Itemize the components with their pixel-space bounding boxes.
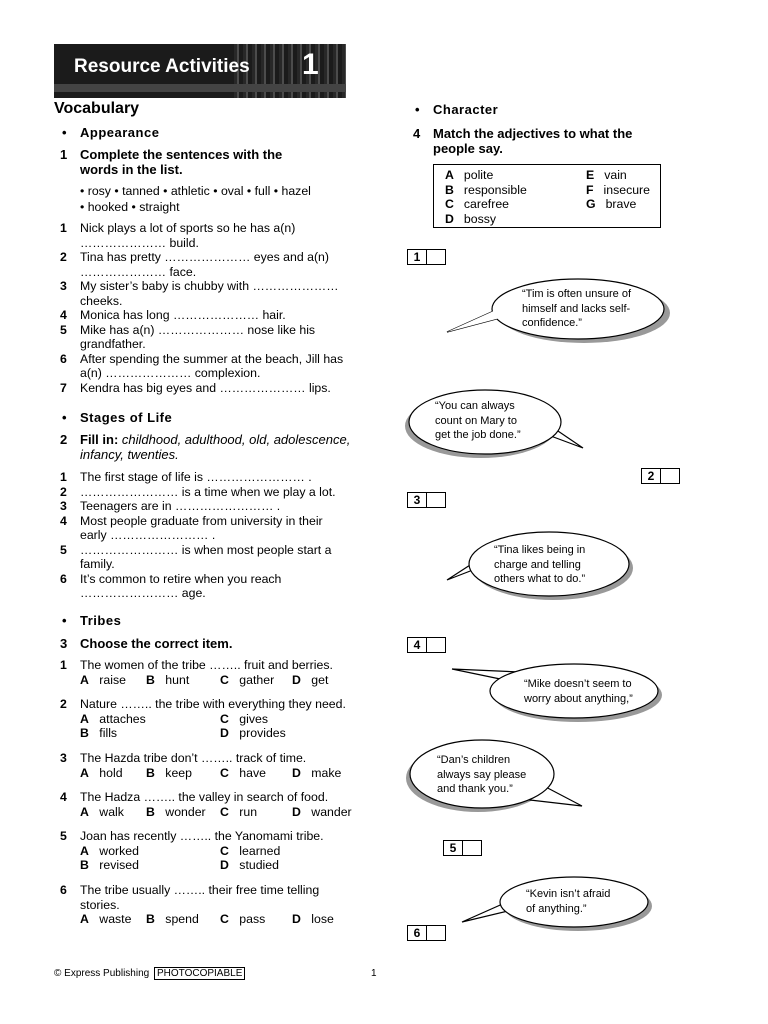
speech-bubble-line: others what to do.” <box>494 573 586 585</box>
stages-heading: • Stages of Life <box>80 410 172 425</box>
answer-box <box>407 249 446 265</box>
answer-box-number: 4 <box>408 638 427 652</box>
appearance-heading: • Appearance <box>80 125 159 140</box>
appearance-item-number: 6 <box>60 351 67 366</box>
speech-bubble-line: get the job done.” <box>435 429 521 441</box>
option-text: gather <box>235 672 275 687</box>
option-text: pass <box>235 912 266 926</box>
speech-bubble-line: charge and telling <box>494 558 581 571</box>
adjective-text: brave <box>605 197 637 211</box>
speech-bubble-text <box>494 543 585 587</box>
stages-item-line1: The first stage of life is …………………… . <box>80 470 312 484</box>
tribes-question-number: 1 <box>60 658 67 672</box>
appearance-item-line2: cheeks. <box>80 293 123 308</box>
answer-box-number: 1 <box>408 250 427 264</box>
task-2-words2: infancy, twenties. <box>80 447 179 462</box>
stages-item-number: 3 <box>60 499 67 513</box>
speech-bubble-line: “Dan’s children <box>437 754 511 766</box>
tribes-heading: • Tribes <box>80 613 121 628</box>
word-list-line2: • hooked • straight <box>80 200 180 214</box>
option-letter: B <box>80 726 89 740</box>
task-4-line1: Match the adjectives to what the <box>433 126 633 141</box>
stages-item-line2: early …………………… . <box>80 528 216 542</box>
task-1-number: 1 <box>60 147 68 162</box>
option-letter: C <box>220 912 229 926</box>
option-letter: B <box>146 672 155 687</box>
option-text: learned <box>235 843 281 858</box>
option-letter: A <box>80 711 89 726</box>
adjective-text: responsible <box>463 182 527 197</box>
stages-item-line1: Teenagers are in …………………… . <box>80 499 281 513</box>
appearance-item-line2: ………………… build. <box>80 235 199 250</box>
answer-box <box>407 637 446 653</box>
option-text: hold <box>95 765 123 780</box>
tribes-question-text: Joan has recently …….. the Yanomami tribe. <box>80 829 324 843</box>
answer-box <box>407 492 446 508</box>
answer-box-number: 3 <box>408 493 427 507</box>
option-letter: C <box>220 672 229 687</box>
appearance-item-line2: grandfather. <box>80 337 146 351</box>
tribes-question-text: The tribe usually …….. their free time telling <box>80 883 320 897</box>
task-3-number: 3 <box>60 636 68 651</box>
adjective-text: vain <box>604 168 627 182</box>
option-letter: A <box>80 765 89 780</box>
answer-box-number: 6 <box>408 926 427 940</box>
tribes-question-number: 2 <box>60 697 67 711</box>
speech-bubble-text <box>524 677 633 706</box>
answer-box-blank <box>661 469 679 483</box>
adjective-text: insecure <box>603 182 650 197</box>
option-text: provides <box>235 726 286 740</box>
option-text: attaches <box>95 711 146 726</box>
character-heading: • Character <box>433 102 498 117</box>
tribes-question-number: 3 <box>60 751 67 765</box>
speech-bubble-text <box>522 287 631 331</box>
option-letter: C <box>220 804 229 819</box>
appearance-item-line1: After spending the summer at the beach, Jill has <box>80 351 344 366</box>
option-text: keep <box>161 765 192 780</box>
option-letter: A <box>80 672 89 687</box>
adjective-letter: D <box>445 211 454 226</box>
tribes-question-text: The women of the tribe …….. fruit and berries. <box>80 658 333 672</box>
appearance-item-line1: Mike has a(n) ………………… nose like his <box>80 322 316 337</box>
option-letter: D <box>292 765 301 780</box>
task-1-line1: Complete the sentences with the <box>80 147 283 162</box>
option-letter: C <box>220 765 229 780</box>
section-title: Vocabulary <box>54 100 140 117</box>
stages-item-line2: …………………… age. <box>80 586 206 600</box>
option-text: lose <box>307 912 334 926</box>
banner-title: Resource Activities <box>74 56 250 77</box>
speech-bubble-line: “Kevin isn’t afraid <box>526 888 611 900</box>
speech-bubble-line: “Mike doesn’t seem to <box>524 678 632 690</box>
speech-bubble-line: worry about anything,” <box>524 692 633 705</box>
option-text: raise <box>95 672 126 687</box>
option-letter: D <box>292 912 301 926</box>
adjective-text: carefree <box>463 197 510 211</box>
answer-box <box>407 925 446 941</box>
option-text: spend <box>161 912 199 926</box>
option-letter: B <box>80 858 89 872</box>
appearance-item-line1: Nick plays a lot of sports so he has a(n) <box>80 221 296 235</box>
appearance-item-line1: Kendra has big eyes and ………………… lips. <box>80 380 331 395</box>
adjective-text: polite <box>463 168 494 182</box>
option-text: studied <box>235 858 279 872</box>
answer-box-number: 5 <box>444 841 463 855</box>
tribes-question-number: 5 <box>60 829 67 843</box>
stages-item-line1: …………………… is when most people start a <box>80 542 332 557</box>
adjective-letter: E <box>586 168 595 182</box>
answer-box-blank <box>427 493 445 507</box>
tribes-question-text: Nature …….. the tribe with everything they need. <box>80 697 346 711</box>
stages-item-line1: …………………… is a time when we play a lot. <box>80 484 336 499</box>
answer-box-number: 2 <box>642 469 661 483</box>
option-letter: D <box>220 726 229 740</box>
option-text: get <box>307 672 329 687</box>
speech-bubble-text <box>526 887 610 916</box>
option-letter: D <box>220 858 229 872</box>
appearance-item-line1: Monica has long ………………… hair. <box>80 308 286 322</box>
option-text: run <box>235 804 258 819</box>
option-text: wander <box>307 804 352 819</box>
option-text: revised <box>95 858 139 872</box>
appearance-item-line1: My sister’s baby is chubby with ………………… <box>80 279 339 293</box>
appearance-item-number: 7 <box>60 380 67 395</box>
stages-item-number: 1 <box>60 470 67 484</box>
speech-bubble-text <box>435 399 521 443</box>
task-4-number: 4 <box>413 126 421 141</box>
tribes-question-text: The Hazda tribe don’t …….. track of time. <box>80 751 307 765</box>
option-text: worked <box>95 843 139 858</box>
task-2-number: 2 <box>60 432 68 447</box>
option-text: fills <box>95 726 118 740</box>
speech-bubble-line: count on Mary to <box>435 414 517 427</box>
speech-bubble-line: “Tina likes being in <box>494 544 586 556</box>
speech-bubble-line: “Tim is often unsure of <box>522 288 632 300</box>
appearance-item-number: 5 <box>60 322 67 337</box>
option-text: hunt <box>161 672 190 687</box>
option-letter: B <box>146 912 155 926</box>
option-letter: C <box>220 711 229 726</box>
speech-bubble-line: always say please <box>437 768 527 781</box>
task-2-words1: childhood, adulthood, old, adolescence, <box>121 432 351 447</box>
speech-bubble-text <box>437 753 526 797</box>
footer <box>54 968 245 979</box>
option-text: make <box>307 765 342 780</box>
option-letter: B <box>146 804 155 819</box>
speech-bubble-line: of anything.” <box>526 902 587 915</box>
stages-item-number: 6 <box>60 571 67 586</box>
option-text: wonder <box>161 804 206 819</box>
appearance-item-line2: a(n) ………………… complexion. <box>80 366 261 380</box>
adjective-letter: C <box>445 197 454 211</box>
word-list-line1: • rosy • tanned • athletic • oval • full • hazel <box>80 184 311 198</box>
stages-item-line1: It’s common to retire when you reach <box>80 571 282 586</box>
task-3-text: Choose the correct item. <box>80 636 233 651</box>
appearance-item-line2: ………………… face. <box>80 264 197 279</box>
stages-item-line1: Most people graduate from university in their <box>80 513 323 528</box>
tribes-question-number: 4 <box>60 790 67 804</box>
adjective-letter: A <box>445 168 454 182</box>
speech-bubble-line: himself and lacks self- <box>522 302 631 315</box>
stages-item-line2: family. <box>80 557 115 571</box>
answer-box-blank <box>463 841 481 855</box>
appearance-item-number: 4 <box>60 308 67 322</box>
page-number: 1 <box>371 968 377 979</box>
option-letter: A <box>80 912 89 926</box>
option-letter: A <box>80 804 89 819</box>
option-text: walk <box>95 804 124 819</box>
stages-item-number: 2 <box>60 484 67 499</box>
stages-item-number: 4 <box>60 513 67 528</box>
option-letter: C <box>220 843 229 858</box>
adjective-text: bossy <box>463 211 497 226</box>
speech-bubble-line: confidence.” <box>522 317 582 329</box>
answer-box-blank <box>427 926 445 940</box>
task-4-line2: people say. <box>433 141 503 156</box>
speech-bubble-line: “You can always <box>435 400 515 412</box>
speech-bubble-line: and thank you.” <box>437 783 513 795</box>
task-2-label: Fill in: <box>80 432 119 447</box>
appearance-item-number: 3 <box>60 279 67 293</box>
answer-box-blank <box>427 638 445 652</box>
photocopiable-label: PHOTOCOPIABLE <box>154 967 245 980</box>
option-letter: B <box>146 765 155 780</box>
option-letter: A <box>80 843 89 858</box>
answer-box <box>443 840 482 856</box>
answer-box <box>641 468 680 484</box>
appearance-item-number: 1 <box>60 221 67 235</box>
option-text: gives <box>235 711 269 726</box>
banner-number: 1 <box>302 48 319 81</box>
option-text: waste <box>95 912 132 926</box>
stages-item-number: 5 <box>60 542 67 557</box>
adjective-letter: F <box>586 182 594 197</box>
tribes-question-text-2: stories. <box>80 897 120 912</box>
answer-box-blank <box>427 250 445 264</box>
adjective-letter: G <box>586 197 596 211</box>
option-letter: D <box>292 804 301 819</box>
appearance-item-number: 2 <box>60 250 67 264</box>
option-letter: D <box>292 672 301 687</box>
task-1-line2: words in the list. <box>80 162 183 177</box>
adjective-letter: B <box>445 182 454 197</box>
option-text: have <box>235 765 266 780</box>
tribes-question-number: 6 <box>60 883 67 897</box>
tribes-question-text: The Hadza …….. the valley in search of food. <box>80 790 329 804</box>
appearance-item-line1: Tina has pretty ………………… eyes and a(n) <box>80 250 329 264</box>
publisher: © Express Publishing <box>54 968 150 979</box>
